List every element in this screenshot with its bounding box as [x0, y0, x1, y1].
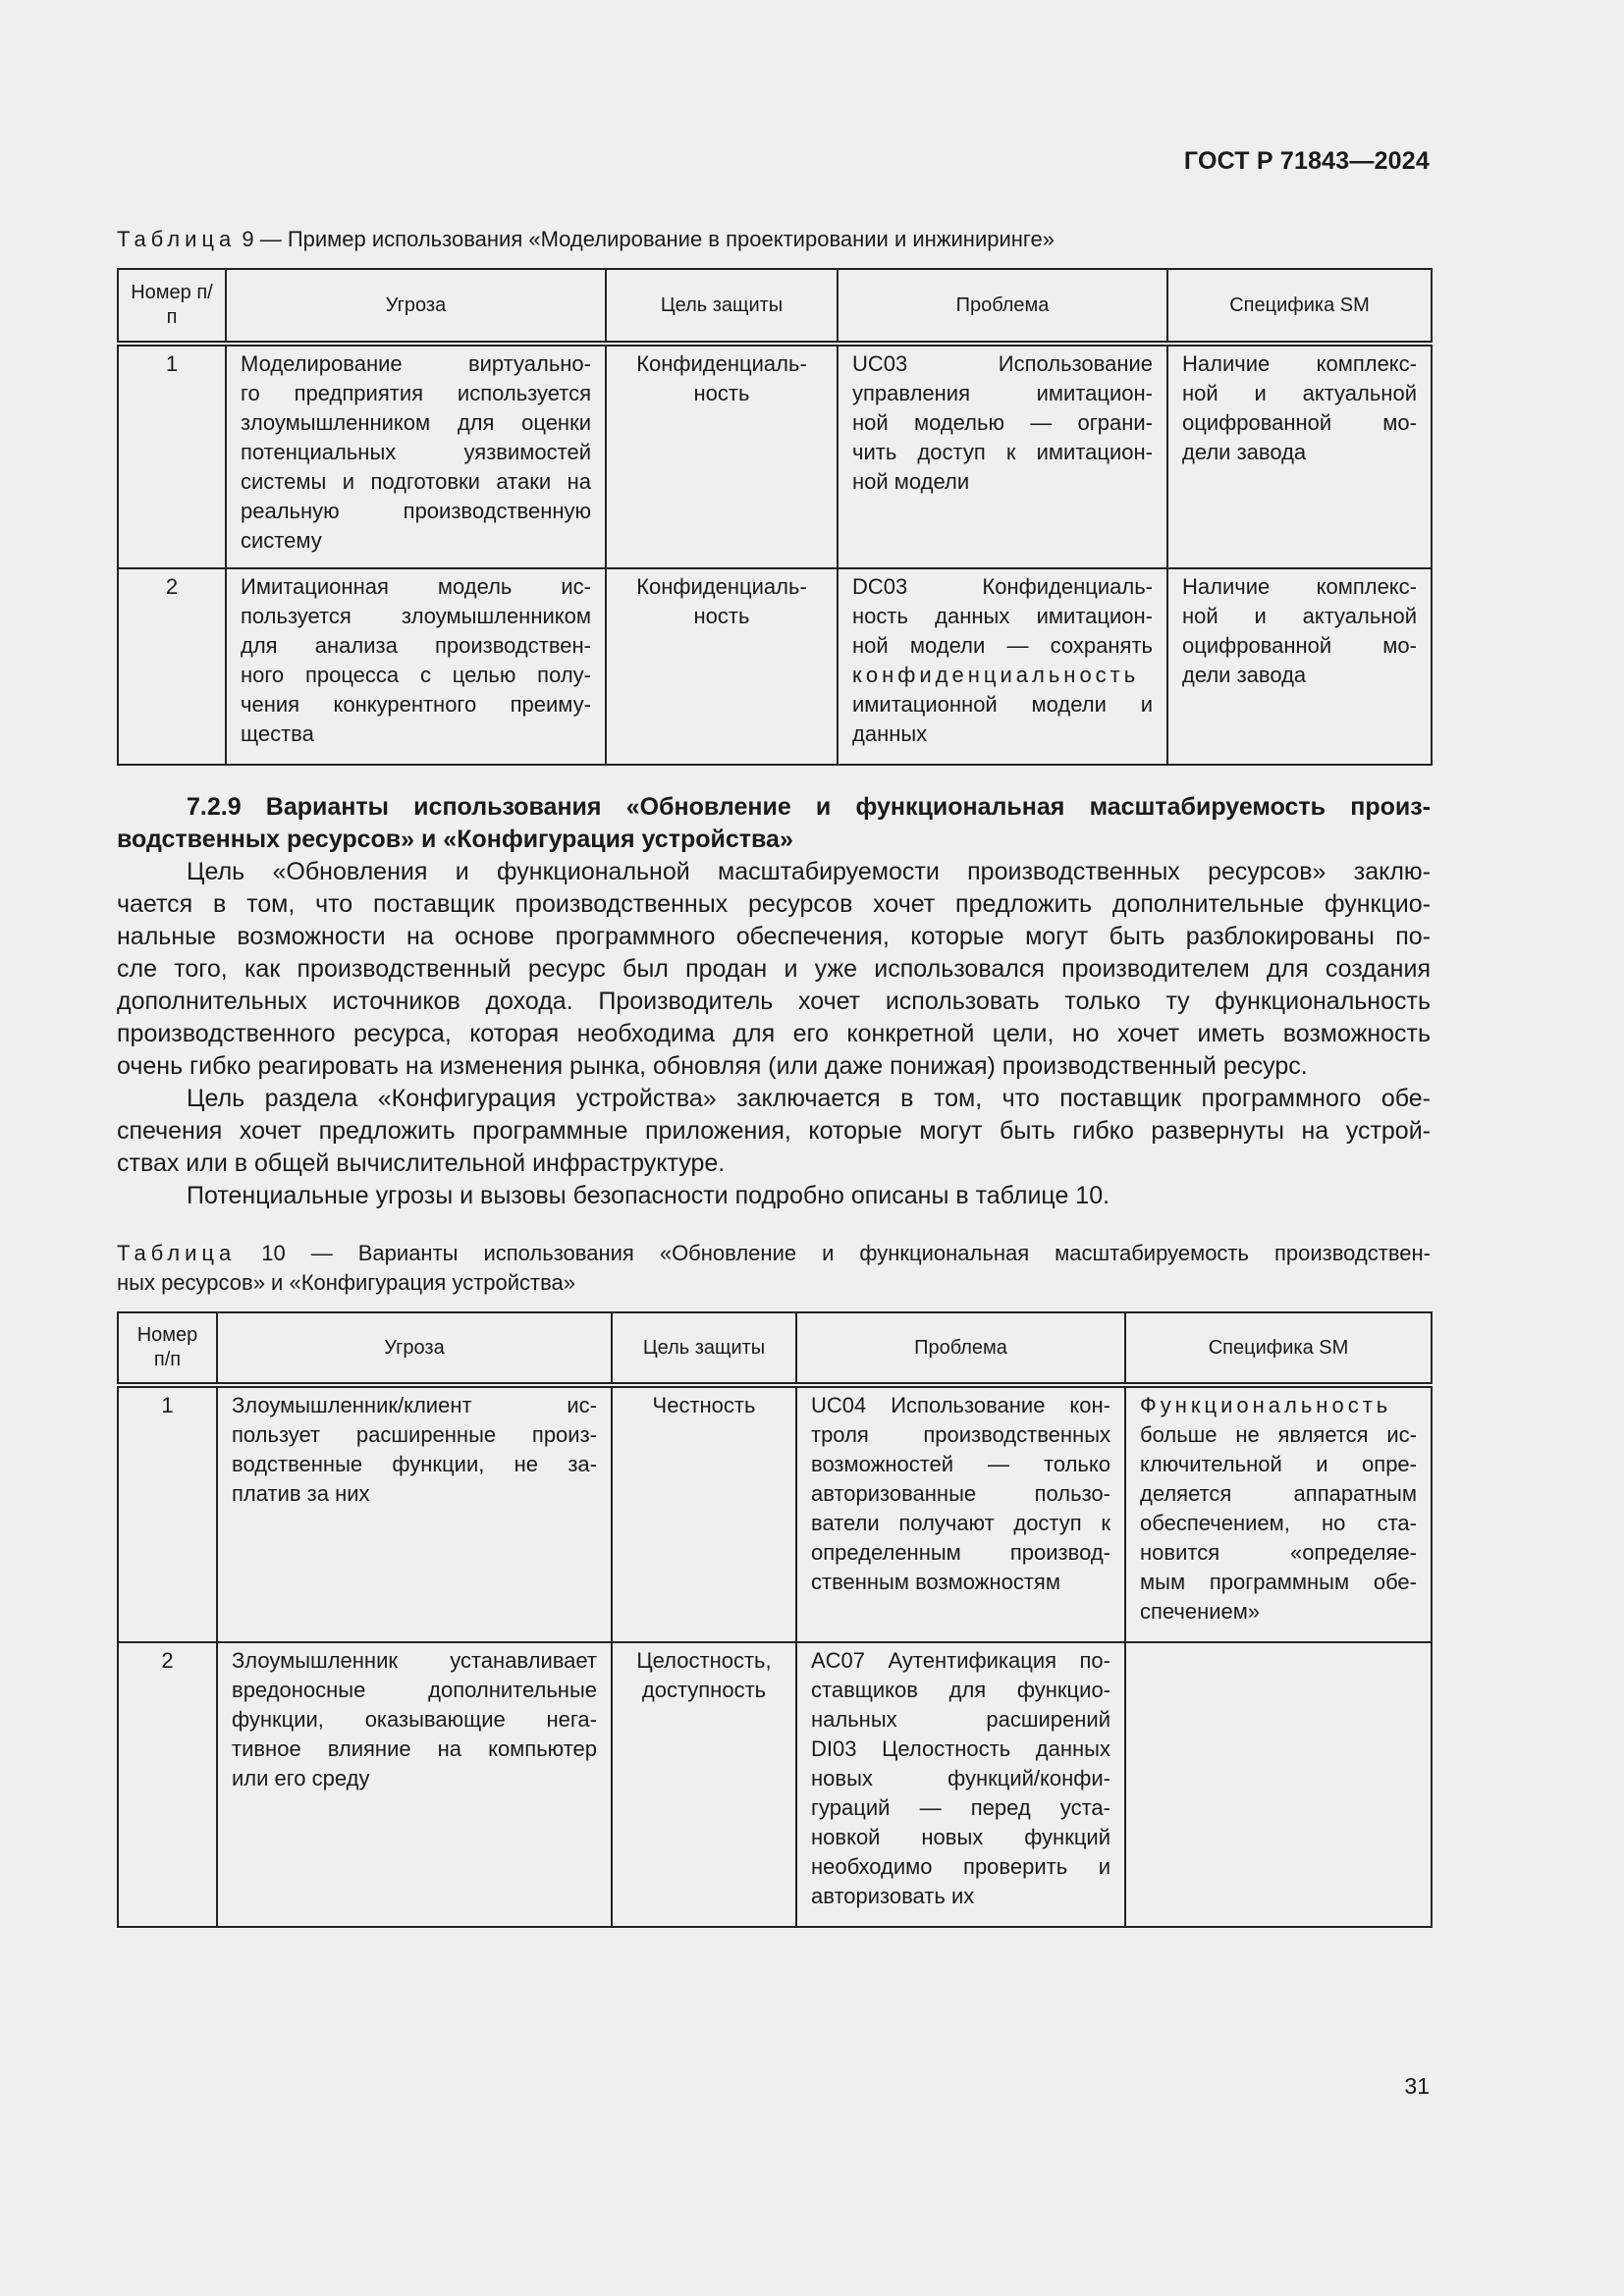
cell-problem — [838, 344, 1167, 568]
row-number: 2 — [118, 1642, 217, 1927]
cell-line: UC04 Использование кон- — [811, 1393, 1110, 1417]
paragraph-3: Потенциальные угрозы и вызовы безопасности подробно описаны в таблице 10. — [187, 1182, 1110, 1209]
cell-line: ственным возможностям — [811, 1570, 1060, 1594]
cell-line: ной моделью — ограни- — [852, 410, 1153, 435]
table-row — [118, 1642, 1432, 1927]
cell-line: Конфиденциаль- — [636, 574, 807, 599]
cell-line: больше не является ис- — [1140, 1422, 1417, 1447]
cell-line: спечением» — [1140, 1599, 1261, 1624]
cell-line: авторизованные пользо- — [811, 1481, 1110, 1506]
section-heading-line: водственных ресурсов» и «Конфигурация устройства» — [117, 826, 793, 853]
column-header: Специфика SM — [1167, 269, 1432, 344]
cell-line: гураций — перед уста- — [811, 1795, 1110, 1820]
paragraph-line: Цель раздела «Конфигурация устройства» заключается в том, что поставщик программного обе- — [187, 1085, 1431, 1112]
cell-line: ной и актуальной — [1182, 604, 1417, 628]
cell-line: ность — [693, 381, 750, 405]
table9 — [117, 268, 1433, 766]
cell-line: водственные функции, не за- — [232, 1452, 597, 1476]
cell-problem — [796, 1642, 1125, 1927]
cell-line: оцифрованной мо- — [1182, 410, 1417, 435]
column-header: Угроза — [217, 1312, 612, 1385]
table-row — [118, 1385, 1432, 1642]
table9-caption-word: Таблица — [117, 227, 237, 251]
cell-line: злоумышленником для оценки — [241, 410, 591, 435]
cell-line: троля производственных — [811, 1422, 1110, 1447]
cell-line: ключительной и опре- — [1140, 1452, 1417, 1476]
cell-line: нальных расширений — [811, 1707, 1110, 1732]
column-header: Цель защиты — [612, 1312, 796, 1385]
table9-caption — [117, 225, 1431, 254]
cell-line: систему — [241, 528, 322, 553]
cell-problem — [796, 1385, 1125, 1642]
cell-line: платив за них — [232, 1481, 370, 1506]
cell-line: дели завода — [1182, 440, 1307, 464]
paragraph-line: сле того, как производственный ресурс был продан и уже использовался производителем для создания — [117, 955, 1431, 983]
cell-line: го предприятия используется — [241, 381, 591, 405]
cell-line: чения конкурентного преиму- — [241, 692, 591, 717]
cell-line: DI03 Целостность данных — [811, 1736, 1110, 1761]
cell-line: ной модели — сохранять — [852, 633, 1153, 658]
cell-line: Злоумышленник/клиент ис- — [232, 1393, 597, 1417]
paragraph-2 — [117, 1083, 1431, 1180]
cell-line: реальную производственную — [241, 499, 591, 523]
cell-line: дели завода — [1182, 663, 1307, 687]
cell-line: авторизовать их — [811, 1884, 975, 1908]
cell-line: ного процесса с целью полу- — [241, 663, 591, 687]
table10-caption-text: ных ресурсов» и «Конфигурация устройства» — [117, 1270, 576, 1295]
table9-body — [118, 344, 1432, 765]
row-number: 1 — [118, 344, 226, 568]
table9-caption-text: 9 — Пример использования «Моделирование в проектировании и инжиниринге» — [236, 227, 1055, 251]
cell-spec — [1167, 568, 1432, 765]
cell-line: функции, оказывающие нега- — [232, 1707, 597, 1732]
cell-spec — [1125, 1642, 1432, 1927]
column-header: Специфика SM — [1125, 1312, 1432, 1385]
cell-line: DC03 Конфиденциаль- — [852, 574, 1153, 599]
cell-line: конфиденциальность — [852, 663, 1140, 687]
cell-goal — [606, 344, 838, 568]
column-header: Номер п/п — [118, 1312, 217, 1385]
cell-line: пользует расширенные произ- — [232, 1422, 597, 1447]
section-heading — [117, 791, 1431, 856]
cell-goal — [606, 568, 838, 765]
column-header: Номер п/п — [118, 269, 226, 344]
cell-line: ставщиков для функцио- — [811, 1678, 1110, 1702]
cell-threat — [226, 568, 606, 765]
cell-line: Целостность, — [636, 1648, 772, 1673]
cell-line: Имитационная модель ис- — [241, 574, 591, 599]
column-header: Цель защиты — [606, 269, 838, 344]
column-header: Проблема — [838, 269, 1167, 344]
cell-goal — [612, 1642, 796, 1927]
cell-line: новкой новых функций — [811, 1825, 1110, 1849]
cell-line: данных — [852, 721, 928, 746]
document-id: ГОСТ Р 71843—2024 — [1183, 147, 1430, 175]
table9-header-row — [118, 269, 1432, 344]
cell-goal — [612, 1385, 796, 1642]
cell-line: AC07 Аутентификация по- — [811, 1648, 1110, 1673]
cell-line: чить доступ к имитацион- — [852, 440, 1153, 464]
cell-spec — [1125, 1385, 1432, 1642]
cell-problem — [838, 568, 1167, 765]
cell-line: или его среду — [232, 1766, 370, 1790]
row-number: 2 — [118, 568, 226, 765]
cell-line: новится «определяе- — [1140, 1540, 1417, 1565]
cell-line: потенциальных уязвимостей — [241, 440, 591, 464]
cell-line: Злоумышленник устанавливает — [232, 1648, 597, 1673]
cell-line: Наличие комплекс- — [1182, 351, 1417, 376]
cell-line: новых функций/конфи- — [811, 1766, 1110, 1790]
cell-line: ность — [693, 604, 750, 628]
cell-line: необходимо проверить и — [811, 1854, 1110, 1879]
column-header: Проблема — [796, 1312, 1125, 1385]
cell-spec — [1167, 344, 1432, 568]
section-7-2-9 — [117, 791, 1431, 1212]
cell-line: ность данных имитацион- — [852, 604, 1153, 628]
section-heading-line: 7.2.9 Варианты использования «Обновление и функциональная масштабируемость произ- — [187, 793, 1431, 821]
cell-line: Честность — [652, 1393, 756, 1417]
row-number: 1 — [118, 1385, 217, 1642]
cell-line: обеспечением, но ста- — [1140, 1511, 1417, 1535]
cell-line: деляется аппаратным — [1140, 1481, 1417, 1506]
cell-line: ной модели — [852, 469, 970, 494]
cell-threat — [217, 1642, 612, 1927]
paragraph-line: очень гибко реагировать на изменения рынка, обновляя (или даже понижая) производственный ресурс. — [117, 1052, 1308, 1080]
table10-header-row — [118, 1312, 1432, 1385]
column-header: Угроза — [226, 269, 606, 344]
cell-line: системы и подготовки атаки на — [241, 469, 591, 494]
paragraph-1 — [117, 856, 1431, 1083]
cell-line: оцифрованной мо- — [1182, 633, 1417, 658]
cell-line: щества — [241, 721, 314, 746]
cell-line: тивное влияние на компьютер — [232, 1736, 597, 1761]
cell-line: Наличие комплекс- — [1182, 574, 1417, 599]
cell-line: ной и актуальной — [1182, 381, 1417, 405]
paragraph-line: производственного ресурса, которая необходима для его конкретной цели, но хочет иметь возможность — [117, 1020, 1431, 1047]
table10-caption — [117, 1239, 1431, 1298]
cell-line: для анализа производствен- — [241, 633, 591, 658]
paragraph-line: чается в том, что поставщик производственных ресурсов хочет предложить дополнительные функцио- — [117, 890, 1431, 918]
paragraph-line: ствах или в общей вычислительной инфраструктуре. — [117, 1149, 726, 1177]
table10-caption-text: 10 — Варианты использования «Обновление и функциональная масштабируемость производствен- — [236, 1241, 1431, 1265]
paragraph-line: дополнительных источников дохода. Производитель хочет использовать только ту функциональность — [117, 988, 1431, 1015]
cell-line: возможностей — только — [811, 1452, 1110, 1476]
cell-threat — [226, 344, 606, 568]
cell-line: Моделирование виртуально- — [241, 351, 591, 376]
cell-threat — [217, 1385, 612, 1642]
cell-line: управления имитацион- — [852, 381, 1153, 405]
cell-line: Конфиденциаль- — [636, 351, 807, 376]
cell-line: имитационной модели и — [852, 692, 1153, 717]
cell-line: пользуется злоумышленником — [241, 604, 591, 628]
table10 — [117, 1311, 1433, 1928]
cell-line: мым программным обе- — [1140, 1570, 1417, 1594]
cell-line: UC03 Использование — [852, 351, 1153, 376]
table-row — [118, 568, 1432, 765]
cell-line: Функциональность — [1140, 1393, 1392, 1417]
page-number: 31 — [1404, 2073, 1430, 2099]
cell-line: ватели получают доступ к — [811, 1511, 1110, 1535]
cell-line: вредоносные дополнительные — [232, 1678, 597, 1702]
table-row — [118, 344, 1432, 568]
paragraph-line: спечения хочет предложить программные приложения, которые могут быть гибко развернуты на устрой- — [117, 1117, 1431, 1145]
cell-line: определенным производ- — [811, 1540, 1110, 1565]
cell-line: доступность — [641, 1678, 767, 1702]
table10-caption-word: Таблица — [117, 1241, 237, 1265]
table10-body — [118, 1385, 1432, 1927]
paragraph-line: нальные возможности на основе программного обеспечения, которые могут быть разблокированы по- — [117, 923, 1431, 950]
paragraph-line: Цель «Обновления и функциональной масштабируемости производственных ресурсов» заклю- — [187, 858, 1431, 885]
